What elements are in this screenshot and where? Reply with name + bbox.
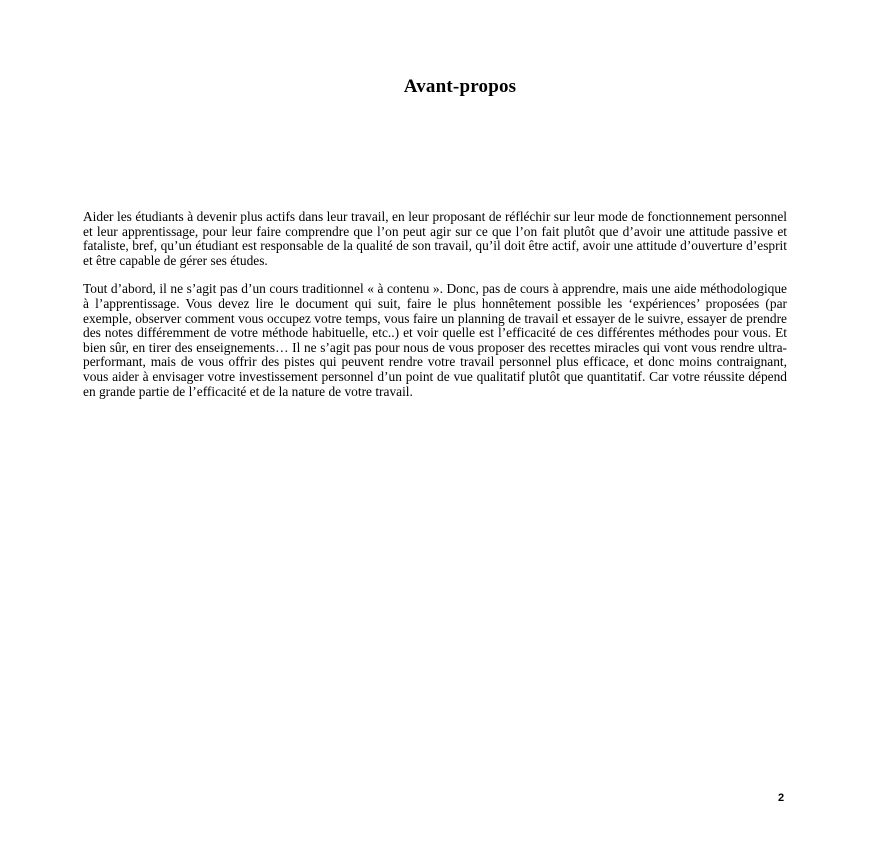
body-text bbox=[83, 210, 787, 413]
paragraph-2: Tout d’abord, il ne s’agit pas d’un cours traditionnel « à contenu ». Donc, pas de cours à apprendre, mais une aide méthodologique à l’apprentissage. Vous devez lire le document qui suit, faire le plus honnêtement possible les ‘expériences’ proposées (par exemple, observer comment vous occupez votre temps, vous faire un planning de travail et essayer de le suivre, essayer de prendre des notes différemment de votre méthode habituelle, etc..) et voir quelle est l’efficacité de ces différentes méthodes pour vous. Et bien sûr, en tirer des enseignements… Il ne s’agit pas pour nous de vous proposer des recettes miracles qui vont vous rendre ultra-performant, mais de vous offrir des pistes qui peuvent rendre votre travail personnel plus efficace, et donc moins contraignant, vous aider à envisager votre investissement personnel d’un point de vue qualitatif plutôt que quantitatif. Car votre réussite dépend en grande partie de l’efficacité et de la nature de votre travail. bbox=[83, 281, 787, 399]
page-title: Avant-propos bbox=[403, 76, 517, 97]
page-number: 2 bbox=[778, 792, 785, 804]
paragraph-1: Aider les étudiants à devenir plus actifs dans leur travail, en leur proposant de réfléchir sur leur mode de fonctionnement personnel et leur apprentissage, pour leur faire comprendre que l’on peut agir sur ce que l’on fait plutôt que d’avoir une attitude passive et fataliste, bref, qu’un étudiant est responsable de la qualité de son travail, qu’il doit être actif, avoir une attitude d’ouverture d’esprit et être capable de gérer ses études. bbox=[83, 209, 787, 268]
